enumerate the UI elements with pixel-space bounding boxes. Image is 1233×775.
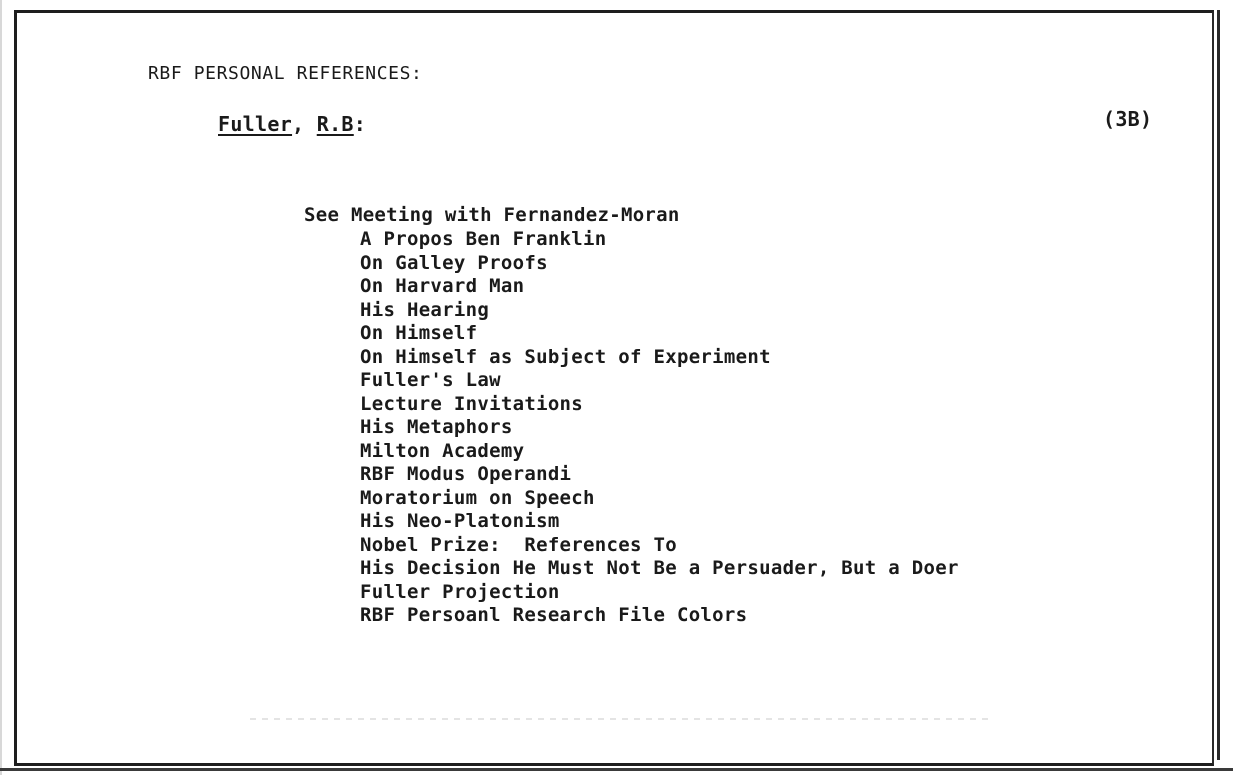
subject-name-colon: : bbox=[353, 112, 367, 136]
card-code: (3B) bbox=[1103, 107, 1153, 131]
list-item: Moratorium on Speech bbox=[360, 486, 595, 509]
list-item: His Neo-Platonism bbox=[360, 510, 560, 532]
subject-last-name: Fuller bbox=[218, 112, 293, 136]
card-heading: RBF PERSONAL REFERENCES: bbox=[148, 63, 423, 84]
faint-scan-mark bbox=[250, 718, 990, 720]
list-item: On Galley Proofs bbox=[360, 251, 548, 274]
list-item: His Decision He Must Not Be a Persuader, But a Doer bbox=[360, 557, 959, 579]
see-reference: See Meeting with Fernandez-Moran bbox=[304, 204, 680, 226]
list-item: Fuller's Law bbox=[360, 369, 501, 391]
card-right-border bbox=[1217, 10, 1220, 760]
list-item: His Metaphors bbox=[360, 416, 513, 438]
reference-list bbox=[360, 228, 959, 628]
list-item: Milton Academy bbox=[360, 439, 525, 462]
list-item: Fuller Projection bbox=[360, 580, 560, 603]
list-item: On Himself as Subject of Experiment bbox=[360, 345, 771, 368]
list-item: RBF Persoanl Research File Colors bbox=[360, 604, 748, 626]
list-item: His Hearing bbox=[360, 298, 490, 321]
subject-name-separator: , bbox=[292, 112, 317, 136]
list-item: A Propos Ben Franklin bbox=[360, 228, 607, 250]
list-item: Nobel Prize: References To bbox=[360, 533, 677, 556]
list-item: On Harvard Man bbox=[360, 275, 525, 297]
list-item: Lecture Invitations bbox=[360, 392, 584, 415]
subject-initials: R.B bbox=[316, 112, 354, 136]
subject-name bbox=[218, 113, 366, 137]
list-item: On Himself bbox=[360, 322, 478, 344]
card-bottom-border bbox=[0, 768, 1233, 771]
scan-edge-left bbox=[0, 0, 2, 775]
list-item: RBF Modus Operandi bbox=[360, 463, 572, 485]
